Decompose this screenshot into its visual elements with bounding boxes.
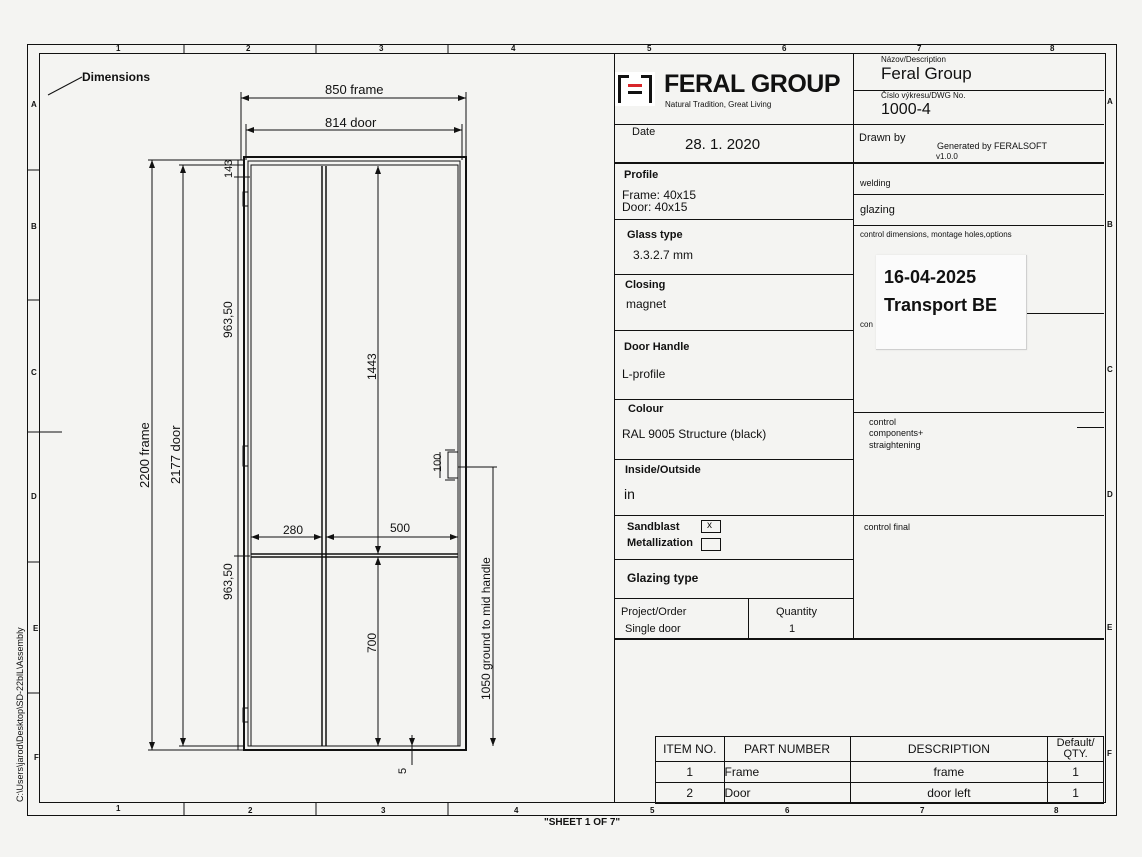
transport-sticker (876, 255, 1027, 350)
dim-upper-panel: 963,50 (221, 301, 235, 338)
grid-row-b: B (1107, 220, 1113, 229)
table-row (656, 762, 1104, 783)
dwg-label: Číslo výkresu/DWG No. (881, 91, 966, 100)
date-label: Date (632, 126, 656, 138)
dim-bottom-gap: 5 (397, 767, 409, 774)
feral-logo-icon (615, 72, 655, 106)
dim-lower-panel: 963,50 (221, 563, 235, 600)
check-control-components-1: control (869, 417, 897, 427)
tb-line (854, 412, 1104, 413)
file-path: C:\Users\jarod\Desktop\SD-22blL\Assembly (15, 627, 25, 802)
parts-header-qty: Default/ QTY. (1048, 737, 1104, 762)
dim-right-pane: 500 (390, 521, 411, 535)
grid-col-4: 4 (511, 44, 516, 53)
check-control-dimensions: control dimensions, montage holes,options (860, 230, 1012, 239)
dim-top-gap: 143 (223, 159, 235, 178)
desc-label: Názov/Description (881, 55, 946, 64)
check-control-components-3: straightening (869, 440, 921, 450)
parts-cell-part-number: Door (724, 783, 850, 804)
metallization-checkbox[interactable] (701, 538, 721, 551)
check-control-components-2: components+ (869, 428, 924, 438)
check-control-final: control final (864, 522, 911, 532)
grid-col-6: 6 (782, 44, 787, 53)
tb-line (748, 598, 749, 638)
dim-lower-glass: 700 (365, 632, 379, 653)
profile-label: Profile (624, 169, 659, 181)
parts-cell-qty: 1 (1048, 762, 1104, 783)
tb-line (614, 459, 853, 460)
profile-frame: Frame: 40x15 (622, 188, 697, 202)
grid-col-2: 2 (246, 44, 251, 53)
tb-line (854, 225, 1104, 226)
colour-label: Colour (628, 403, 664, 415)
door-handle-label: Door Handle (624, 341, 690, 353)
grid-row-a: A (31, 100, 37, 109)
project-order-label: Project/Order (621, 606, 687, 618)
tb-line (854, 194, 1104, 195)
project-order-value: Single door (625, 623, 681, 635)
grid-row-d: D (31, 492, 37, 501)
tb-line (854, 515, 1104, 516)
colour-value: RAL 9005 Structure (black) (622, 427, 767, 441)
parts-header-part-number: PART NUMBER (724, 737, 850, 762)
glazing-type-label: Glazing type (627, 571, 699, 585)
grid-col-7: 7 (917, 44, 922, 53)
tb-line (614, 638, 1104, 640)
inside-outside-value: in (624, 486, 635, 502)
tb-line (614, 399, 853, 400)
tb-line (614, 598, 853, 599)
tb-line (614, 515, 853, 516)
grid-col-5: 5 (647, 44, 652, 53)
parts-header-item: ITEM NO. (656, 737, 725, 762)
quantity-value: 1 (789, 623, 796, 635)
parts-cell-part-number: Frame (724, 762, 850, 783)
grid-col-5: 5 (650, 806, 655, 815)
version-label: v1.0.0 (936, 152, 958, 161)
glass-type-label: Glass type (627, 229, 683, 241)
dim-handle-height: 1050 ground to mid handle (479, 557, 493, 700)
sandblast-mark: x (707, 520, 712, 531)
dimensions-note: Dimensions (82, 70, 151, 84)
grid-col-3: 3 (381, 806, 386, 815)
check-partial: con (860, 320, 873, 329)
table-row (656, 783, 1104, 804)
dim-door-width: 814 door (325, 115, 377, 130)
grid-row-b: B (31, 222, 37, 231)
profile-door: Door: 40x15 (622, 200, 688, 214)
sticker-date: 16-04-2025 (884, 267, 977, 287)
grid-col-7: 7 (920, 806, 925, 815)
dim-frame-width: 850 frame (325, 82, 384, 97)
parts-cell-item: 2 (656, 783, 725, 804)
dim-upper-glass: 1443 (365, 353, 379, 380)
grid-col-6: 6 (785, 806, 790, 815)
grid-col-1: 1 (116, 44, 121, 53)
check-glazing: glazing (860, 204, 895, 216)
grid-col-3: 3 (379, 44, 384, 53)
sticker-text: Transport BE (884, 295, 998, 315)
parts-header-description: DESCRIPTION (850, 737, 1048, 762)
desc-value: Feral Group (881, 64, 972, 83)
parts-table (655, 736, 1104, 804)
grid-row-c: C (1107, 365, 1113, 374)
tb-line (1024, 313, 1104, 314)
grid-col-4: 4 (514, 806, 519, 815)
dim-door-height: 2177 door (168, 425, 183, 484)
sandblast-label: Sandblast (627, 521, 680, 533)
grid-col-2: 2 (248, 806, 253, 815)
tb-line (614, 559, 853, 560)
grid-col-8: 8 (1054, 806, 1059, 815)
dim-frame-height: 2200 frame (137, 422, 152, 488)
grid-col-8: 8 (1050, 44, 1055, 53)
parts-cell-qty: 1 (1048, 783, 1104, 804)
parts-cell-item: 1 (656, 762, 725, 783)
tb-line (614, 274, 853, 275)
tb-line (1077, 427, 1104, 428)
date-value: 28. 1. 2020 (685, 136, 761, 153)
inside-outside-label: Inside/Outside (625, 464, 701, 476)
check-welding: welding (860, 178, 891, 188)
closing-value: magnet (626, 297, 667, 311)
grid-col-1: 1 (116, 804, 121, 813)
dwg-value: 1000-4 (881, 101, 931, 118)
grid-row-f: F (34, 753, 39, 762)
tb-line (614, 330, 853, 331)
drawn-by-value: Generated by FERALSOFT (937, 141, 1048, 151)
grid-row-f: F (1107, 749, 1112, 758)
closing-label: Closing (625, 279, 666, 291)
metallization-label: Metallization (627, 537, 694, 549)
grid-row-d: D (1107, 490, 1113, 499)
grid-row-e: E (33, 624, 39, 633)
company-tagline: Natural Tradition, Great Living (665, 100, 772, 109)
tb-line (853, 53, 854, 639)
company-name: FERAL GROUP (664, 70, 840, 98)
grid-row-e: E (1107, 623, 1113, 632)
door-handle-value: L-profile (622, 367, 666, 381)
glass-type-value: 3.3.2.7 mm (633, 248, 694, 262)
tb-line (614, 162, 1104, 164)
parts-table-header (656, 737, 1104, 762)
dim-left-pane: 280 (283, 523, 304, 537)
sheet-label: "SHEET 1 OF 7" (544, 817, 621, 828)
grid-row-a: A (1107, 97, 1113, 106)
drawn-by-label: Drawn by (859, 132, 906, 144)
dim-handle-size: 100 (432, 453, 444, 472)
grid-row-c: C (31, 368, 37, 377)
parts-cell-description: frame (850, 762, 1048, 783)
tb-line (614, 124, 1104, 125)
parts-cell-description: door left (850, 783, 1048, 804)
quantity-label: Quantity (776, 606, 817, 618)
tb-line (614, 219, 853, 220)
